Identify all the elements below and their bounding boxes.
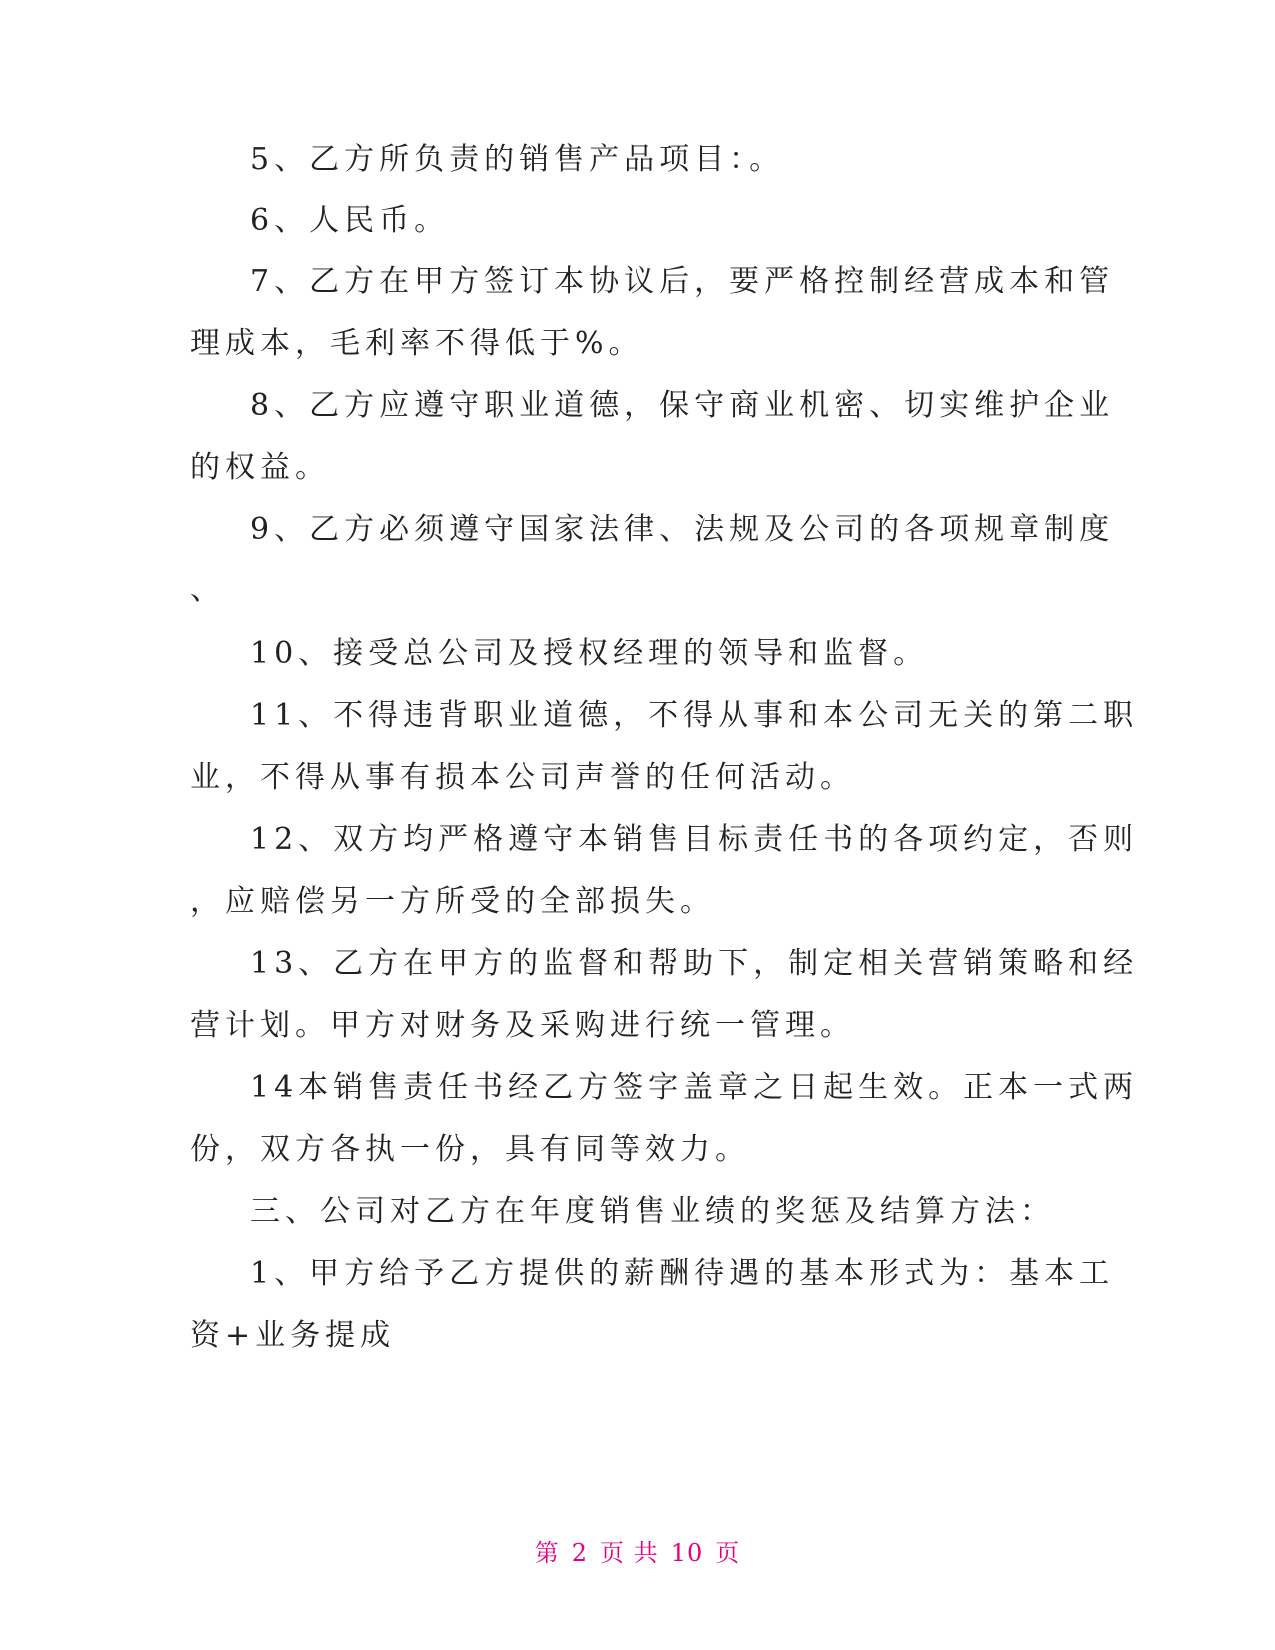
- current-page-number: 2: [571, 1539, 589, 1567]
- paragraph-6: 6、人民币。: [250, 203, 450, 238]
- paragraph-7-line-1: 7、乙方在甲方签订本协议后，要严格控制经营成本和管: [250, 264, 1115, 299]
- paragraph-12-line-2: ，应赔偿另一方所受的全部损失。: [190, 884, 715, 919]
- paragraph-8-line-2: 的权益。: [190, 450, 330, 485]
- page-label-middle: 页 共: [600, 1539, 659, 1567]
- paragraph-9-line-2: 、: [190, 572, 225, 607]
- paragraph-8-line-1: 8、乙方应遵守职业道德，保守商业机密、切实维护企业: [250, 388, 1115, 423]
- paragraph-7-line-2: 理成本，毛利率不得低于%。: [190, 326, 644, 361]
- paragraph-14-line-2: 份，双方各执一份，具有同等效力。: [190, 1132, 750, 1167]
- paragraph-11-line-1: 11、不得违背职业道德，不得从事和本公司无关的第二职: [250, 698, 1139, 733]
- paragraph-5: 5、乙方所负责的销售产品项目：。: [250, 142, 785, 177]
- page-footer: [0, 1538, 1275, 1568]
- section-heading-3: 三、公司对乙方在年度销售业绩的奖惩及结算方法：: [250, 1194, 1055, 1229]
- paragraph-11-line-2: 业，不得从事有损本公司声誉的任何活动。: [190, 760, 855, 795]
- paragraph-12-line-1: 12、双方均严格遵守本销售目标责任书的各项约定，否则: [250, 822, 1139, 857]
- page-label-suffix: 页: [715, 1539, 741, 1567]
- paragraph-13-line-2: 营计划。甲方对财务及采购进行统一管理。: [190, 1008, 855, 1043]
- paragraph-10: 10、接受总公司及授权经理的领导和监督。: [250, 636, 929, 671]
- page-label-prefix: 第: [534, 1539, 560, 1567]
- paragraph-1-line-2: 资+业务提成: [190, 1318, 396, 1353]
- paragraph-14-line-1: 14本销售责任书经乙方签字盖章之日起生效。正本一式两: [250, 1070, 1139, 1105]
- paragraph-9-line-1: 9、乙方必须遵守国家法律、法规及公司的各项规章制度: [250, 512, 1115, 547]
- total-pages-number: 10: [670, 1539, 704, 1567]
- paragraph-1-line-1: 1、甲方给予乙方提供的薪酬待遇的基本形式为：基本工: [250, 1256, 1115, 1291]
- paragraph-13-line-1: 13、乙方在甲方的监督和帮助下，制定相关营销策略和经: [250, 946, 1139, 981]
